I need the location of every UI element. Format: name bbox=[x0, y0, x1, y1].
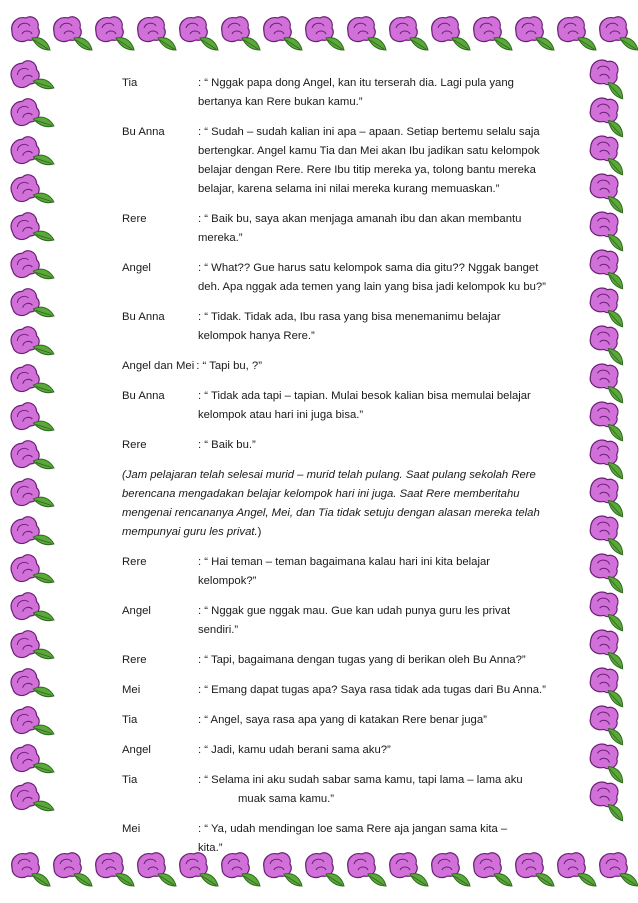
rose-icon bbox=[8, 588, 54, 630]
rose-icon bbox=[8, 740, 54, 782]
dialogue-row bbox=[122, 436, 562, 455]
rose-icon bbox=[586, 247, 632, 289]
rose-icon bbox=[586, 171, 632, 213]
rose-icon bbox=[558, 17, 596, 50]
speech-line: : “ Nggak papa dong Angel, kan itu terserah dia. Lagi pula yang bbox=[198, 77, 514, 89]
speech-line: deh. Apa nggak ada temen yang lain yang bisa jadi kelompok ku bu?” bbox=[198, 281, 546, 293]
speech-text bbox=[198, 436, 562, 455]
rose-icon bbox=[586, 779, 632, 821]
speech-line: belajar dengan Rere. Rere Ibu titip mereka ya, tolong bantu mereka bbox=[198, 164, 536, 176]
speech-line: kelompok?” bbox=[198, 575, 257, 587]
narration-line: mengenai rencananya Angel, Mei, dan Tia tidak setuju dengan alasan mereka telah bbox=[122, 507, 540, 519]
speech-text bbox=[198, 553, 562, 591]
speech-line: : “ Tidak. Tidak ada, Ibu rasa yang bisa menemanimu belajar bbox=[198, 311, 501, 323]
rose-icon bbox=[8, 170, 54, 212]
rose-icon bbox=[8, 398, 54, 440]
speaker-name: Angel bbox=[122, 605, 151, 617]
rose-icon bbox=[8, 94, 54, 136]
rose-icon bbox=[586, 665, 632, 707]
speaker-name: Mei bbox=[122, 823, 141, 835]
rose-icon bbox=[474, 17, 512, 50]
speech-line: : “ What?? Gue harus satu kelompok sama dia gitu?? Nggak banget bbox=[198, 262, 539, 274]
rose-icon bbox=[586, 95, 632, 137]
speech-line: : “ Baik bu.” bbox=[198, 439, 256, 451]
speaker-name: Bu Anna bbox=[122, 311, 165, 323]
stage-direction bbox=[122, 466, 562, 542]
rose-icon bbox=[586, 627, 632, 669]
speaker-name: Mei bbox=[122, 684, 141, 696]
rose-icon bbox=[8, 626, 54, 668]
speech-line: bertengkar. Angel kamu Tia dan Mei akan Ibu jadikan satu kelompok bbox=[198, 145, 540, 157]
speech-line: : “ Ya, udah mendingan loe sama Rere aja jangan sama kita – bbox=[198, 823, 508, 835]
dialogue-row bbox=[122, 210, 562, 248]
rose-icon bbox=[54, 17, 92, 50]
speech-line: kelompok atau hari ini juga bisa.” bbox=[198, 409, 364, 421]
speech-text bbox=[198, 651, 562, 670]
rose-icon bbox=[8, 132, 54, 174]
speaker-name: Angel bbox=[122, 744, 151, 756]
rose-icon bbox=[600, 853, 638, 886]
narration-line: mempunyai guru les privat.) bbox=[122, 526, 262, 538]
rose-icon bbox=[138, 17, 176, 50]
speech-text bbox=[196, 357, 562, 376]
speaker-name: Rere bbox=[122, 213, 147, 225]
rose-icon bbox=[586, 133, 632, 175]
speech-line: : “ Tapi bu, ?” bbox=[196, 360, 262, 372]
rose-icon bbox=[96, 17, 134, 50]
rose-icon bbox=[8, 512, 54, 554]
speech-line: sendiri.” bbox=[198, 624, 239, 636]
speech-text bbox=[198, 74, 562, 112]
speech-line: : “ Baik bu, saya akan menjaga amanah ibu dan akan membantu bbox=[198, 213, 522, 225]
rose-icon bbox=[8, 360, 54, 402]
speech-line: : “ Sudah – sudah kalian ini apa – apaan. Setiap bertemu selalu saja bbox=[198, 126, 540, 138]
dialogue-section-2 bbox=[122, 553, 562, 858]
speaker-name: Angel bbox=[122, 262, 151, 274]
rose-icon bbox=[586, 209, 632, 251]
rose-icon bbox=[586, 399, 632, 441]
speaker-name: Bu Anna bbox=[122, 390, 165, 402]
rose-icon bbox=[306, 17, 344, 50]
speaker-name: Tia bbox=[122, 77, 138, 89]
rose-icon bbox=[180, 17, 218, 50]
speech-line: kita.” bbox=[198, 842, 223, 854]
rose-icon bbox=[8, 474, 54, 516]
rose-icon bbox=[8, 436, 54, 478]
rose-icon bbox=[586, 437, 632, 479]
dialogue-row bbox=[122, 357, 562, 376]
speech-text bbox=[198, 711, 562, 730]
rose-icon bbox=[516, 17, 554, 50]
speech-text bbox=[198, 741, 562, 760]
dialogue-row bbox=[122, 74, 562, 112]
dialogue-row bbox=[122, 602, 562, 640]
rose-icon bbox=[264, 17, 302, 50]
rose-icon bbox=[8, 208, 54, 250]
speaker-name: Rere bbox=[122, 439, 147, 451]
dialogue-row bbox=[122, 711, 562, 730]
speech-text bbox=[198, 602, 562, 640]
dialogue-row bbox=[122, 123, 562, 199]
rose-icon bbox=[586, 475, 632, 517]
speaker-name: Rere bbox=[122, 654, 147, 666]
rose-icon bbox=[8, 246, 54, 288]
speech-line: muak sama kamu.” bbox=[238, 793, 335, 805]
rose-icon bbox=[586, 323, 632, 365]
rose-icon bbox=[12, 17, 50, 50]
speech-line: : “ Emang dapat tugas apa? Saya rasa tidak ada tugas dari Bu Anna.” bbox=[198, 684, 546, 696]
dialogue-row bbox=[122, 259, 562, 297]
speech-line: : “ Hai teman – teman bagaimana kalau hari ini kita belajar bbox=[198, 556, 490, 568]
rose-icon bbox=[586, 703, 632, 745]
rose-icon bbox=[586, 513, 632, 555]
dialogue-row bbox=[122, 651, 562, 670]
rose-icon bbox=[54, 853, 92, 886]
script-page bbox=[122, 74, 562, 869]
rose-icon bbox=[586, 361, 632, 403]
rose-icon bbox=[390, 17, 428, 50]
rose-icon bbox=[586, 285, 632, 327]
speech-text bbox=[198, 259, 562, 297]
narration-line: berencana mengadakan belajar kelompok hari ini juga. Saat Rere memberitahu bbox=[122, 488, 520, 500]
speaker-name: Angel dan Mei bbox=[122, 360, 195, 372]
dialogue-row bbox=[122, 308, 562, 346]
rose-icon bbox=[586, 741, 632, 783]
rose-icon bbox=[8, 56, 54, 98]
speaker-name: Rere bbox=[122, 556, 147, 568]
speech-line: : “ Selama ini aku sudah sabar sama kamu, tapi lama – lama aku bbox=[198, 774, 523, 786]
rose-icon bbox=[8, 550, 54, 592]
rose-icon bbox=[222, 17, 260, 50]
rose-icon bbox=[8, 284, 54, 326]
speech-line: : “ Jadi, kamu udah berani sama aku?” bbox=[198, 744, 391, 756]
speech-line: : “ Angel, saya rasa apa yang di katakan Rere benar juga” bbox=[198, 714, 487, 726]
speech-text bbox=[198, 210, 562, 248]
speech-line: : “ Tapi, bagaimana dengan tugas yang di berikan oleh Bu Anna?” bbox=[198, 654, 526, 666]
dialogue-section-1 bbox=[122, 74, 562, 455]
rose-icon bbox=[586, 57, 632, 99]
rose-icon bbox=[348, 17, 386, 50]
speech-line: belajar, karena selama ini nilai mereka kurang memuaskan.” bbox=[198, 183, 500, 195]
speech-text bbox=[198, 681, 562, 700]
speech-line: : “ Tidak ada tapi – tapian. Mulai besok kalian bisa memulai belajar bbox=[198, 390, 531, 402]
speaker-name: Tia bbox=[122, 714, 138, 726]
speech-text bbox=[198, 123, 562, 199]
rose-icon bbox=[586, 589, 632, 631]
speech-text bbox=[198, 771, 562, 809]
speech-text bbox=[198, 820, 562, 858]
speech-line: mereka.” bbox=[198, 232, 243, 244]
dialogue-row bbox=[122, 681, 562, 700]
dialogue-row bbox=[122, 553, 562, 591]
dialogue-row bbox=[122, 820, 562, 858]
speech-text bbox=[198, 308, 562, 346]
rose-icon bbox=[8, 702, 54, 744]
rose-icon bbox=[8, 778, 54, 820]
rose-icon bbox=[8, 322, 54, 364]
rose-icon bbox=[432, 17, 470, 50]
dialogue-row bbox=[122, 771, 562, 809]
speech-text bbox=[198, 387, 562, 425]
dialogue-row bbox=[122, 387, 562, 425]
rose-icon bbox=[12, 853, 50, 886]
speaker-name: Bu Anna bbox=[122, 126, 165, 138]
speaker-name: Tia bbox=[122, 774, 138, 786]
narration-line: (Jam pelajaran telah selesai murid – murid telah pulang. Saat pulang sekolah Rere bbox=[122, 469, 536, 481]
rose-icon bbox=[558, 853, 596, 886]
rose-icon bbox=[8, 664, 54, 706]
rose-icon bbox=[600, 17, 638, 50]
rose-icon bbox=[586, 551, 632, 593]
speech-line: bertanya kan Rere bukan kamu.” bbox=[198, 96, 363, 108]
dialogue-row bbox=[122, 741, 562, 760]
speech-line: : “ Nggak gue nggak mau. Gue kan udah punya guru les privat bbox=[198, 605, 511, 617]
speech-line: kelompok hanya Rere.” bbox=[198, 330, 315, 342]
